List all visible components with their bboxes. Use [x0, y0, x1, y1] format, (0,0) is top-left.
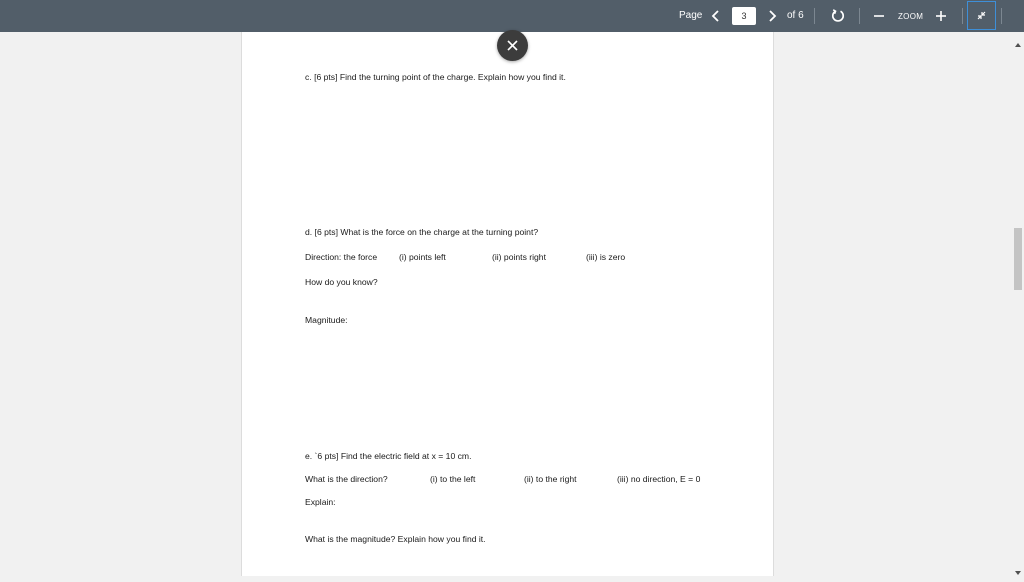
chevron-left-icon	[709, 8, 723, 24]
question-c-text: c. [6 pts] Find the turning point of the charge. Explain how you find it.	[305, 72, 566, 82]
toolbar-divider	[814, 8, 815, 24]
question-d-text: d. [6 pts] What is the force on the charge at the turning point?	[305, 227, 539, 237]
chevron-right-icon	[765, 8, 779, 24]
option-points-left: (i) points left	[399, 252, 446, 262]
question-e-text: e. `6 pts] Find the electric field at x = 10 cm.	[305, 451, 472, 461]
zoom-label: ZOOM	[898, 12, 924, 21]
minus-icon	[872, 8, 886, 24]
document-viewer[interactable]	[0, 32, 1012, 576]
how-do-you-know-text: How do you know?	[305, 277, 378, 287]
scroll-thumb[interactable]	[1014, 228, 1022, 290]
scroll-down-button[interactable]	[1014, 564, 1022, 572]
page-label: Page	[679, 10, 703, 21]
direction-label: Direction: the force	[305, 252, 378, 262]
option-points-right: (ii) points right	[492, 252, 546, 262]
toolbar-divider	[962, 8, 963, 24]
zoom-out-button[interactable]	[872, 8, 886, 24]
direction-question: What is the direction?	[305, 474, 388, 484]
close-icon	[497, 30, 528, 61]
toolbar-divider	[1001, 8, 1002, 24]
scroll-up-button[interactable]	[1014, 36, 1022, 44]
plus-icon	[933, 7, 949, 25]
pdf-page	[241, 32, 774, 576]
option-no-direction: (iii) no direction, E = 0	[617, 474, 701, 484]
page-count-label: of 6	[787, 10, 804, 21]
force-direction-row	[305, 252, 626, 262]
rotate-button[interactable]	[830, 8, 846, 24]
option-to-the-left: (i) to the left	[430, 474, 476, 484]
field-direction-row	[305, 474, 701, 484]
previous-page-button[interactable]	[709, 8, 723, 24]
triangle-up-icon	[1014, 41, 1022, 49]
close-button[interactable]	[497, 30, 528, 61]
exit-fullscreen-button[interactable]	[967, 1, 996, 30]
toolbar-divider	[859, 8, 860, 24]
option-to-the-right: (ii) to the right	[524, 474, 577, 484]
zoom-in-button[interactable]	[933, 7, 949, 25]
magnitude-label: Magnitude:	[305, 315, 348, 325]
pdf-toolbar	[0, 0, 1024, 32]
rotate-icon	[830, 8, 846, 24]
next-page-button[interactable]	[765, 8, 779, 24]
magnitude-question: What is the magnitude? Explain how you find it.	[305, 534, 486, 544]
explain-label: Explain:	[305, 497, 336, 507]
option-is-zero: (iii) is zero	[586, 252, 626, 262]
collapse-icon	[968, 2, 995, 29]
vertical-scrollbar[interactable]	[1012, 32, 1024, 576]
page-number-input[interactable]	[732, 7, 756, 25]
